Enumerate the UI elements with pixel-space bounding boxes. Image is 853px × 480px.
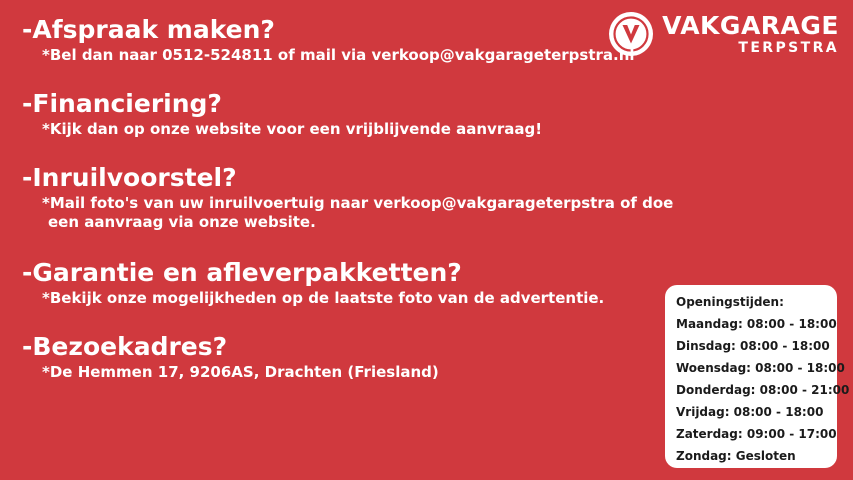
section-garantie-en-afleverpakketten <box>22 259 682 309</box>
section-afspraak-maken <box>22 16 682 66</box>
section-line: *De Hemmen 17, 9206AS, Drachten (Friesland) <box>42 362 439 381</box>
section-heading: -Garantie en afleverpakketten? <box>22 258 462 288</box>
opening-hours-row-thursday: Donderdag: 08:00 - 21:00 <box>676 383 850 397</box>
logo-subtitle: TERPSTRA <box>738 40 839 56</box>
section-line: *Mail foto's van uw inruilvoertuig naar verkoop@vakgarageterpstra of doe <box>42 193 674 212</box>
section-heading: -Inruilvoorstel? <box>22 162 237 192</box>
opening-hours-card <box>665 285 850 468</box>
opening-hours-row-sunday: Zondag: Gesloten <box>676 449 796 463</box>
opening-hours-row-tuesday: Dinsdag: 08:00 - 18:00 <box>676 339 830 353</box>
section-line: een aanvraag via onze website. <box>48 213 316 232</box>
opening-hours-row-wednesday: Woensdag: 08:00 - 18:00 <box>676 361 845 375</box>
section-line: *Bekijk onze mogelijkheden op de laatste foto van de advertentie. <box>42 289 605 308</box>
section-line: *Bel dan naar 0512-524811 of mail via verkoop@vakgarageterpstra.nl <box>42 46 635 64</box>
section-heading: -Financiering? <box>22 88 222 118</box>
opening-hours-row-saturday: Zaterdag: 09:00 - 17:00 <box>676 427 837 441</box>
section-inruilvoorstel <box>22 164 682 234</box>
section-line: *Kijk dan op onze website voor een vrijblijvende aanvraag! <box>42 119 543 138</box>
logo-title: VAKGARAGE <box>662 11 839 40</box>
opening-hours-title: Openingstijden: <box>676 295 784 309</box>
opening-hours-row-friday: Vrijdag: 08:00 - 18:00 <box>676 405 824 419</box>
section-financiering <box>22 90 682 140</box>
section-bezoekadres <box>22 333 682 383</box>
info-sections <box>22 16 682 383</box>
section-heading: -Bezoekadres? <box>22 331 228 361</box>
opening-hours-row-monday: Maandag: 08:00 - 18:00 <box>676 317 837 331</box>
section-heading: -Afspraak maken? <box>22 15 275 44</box>
